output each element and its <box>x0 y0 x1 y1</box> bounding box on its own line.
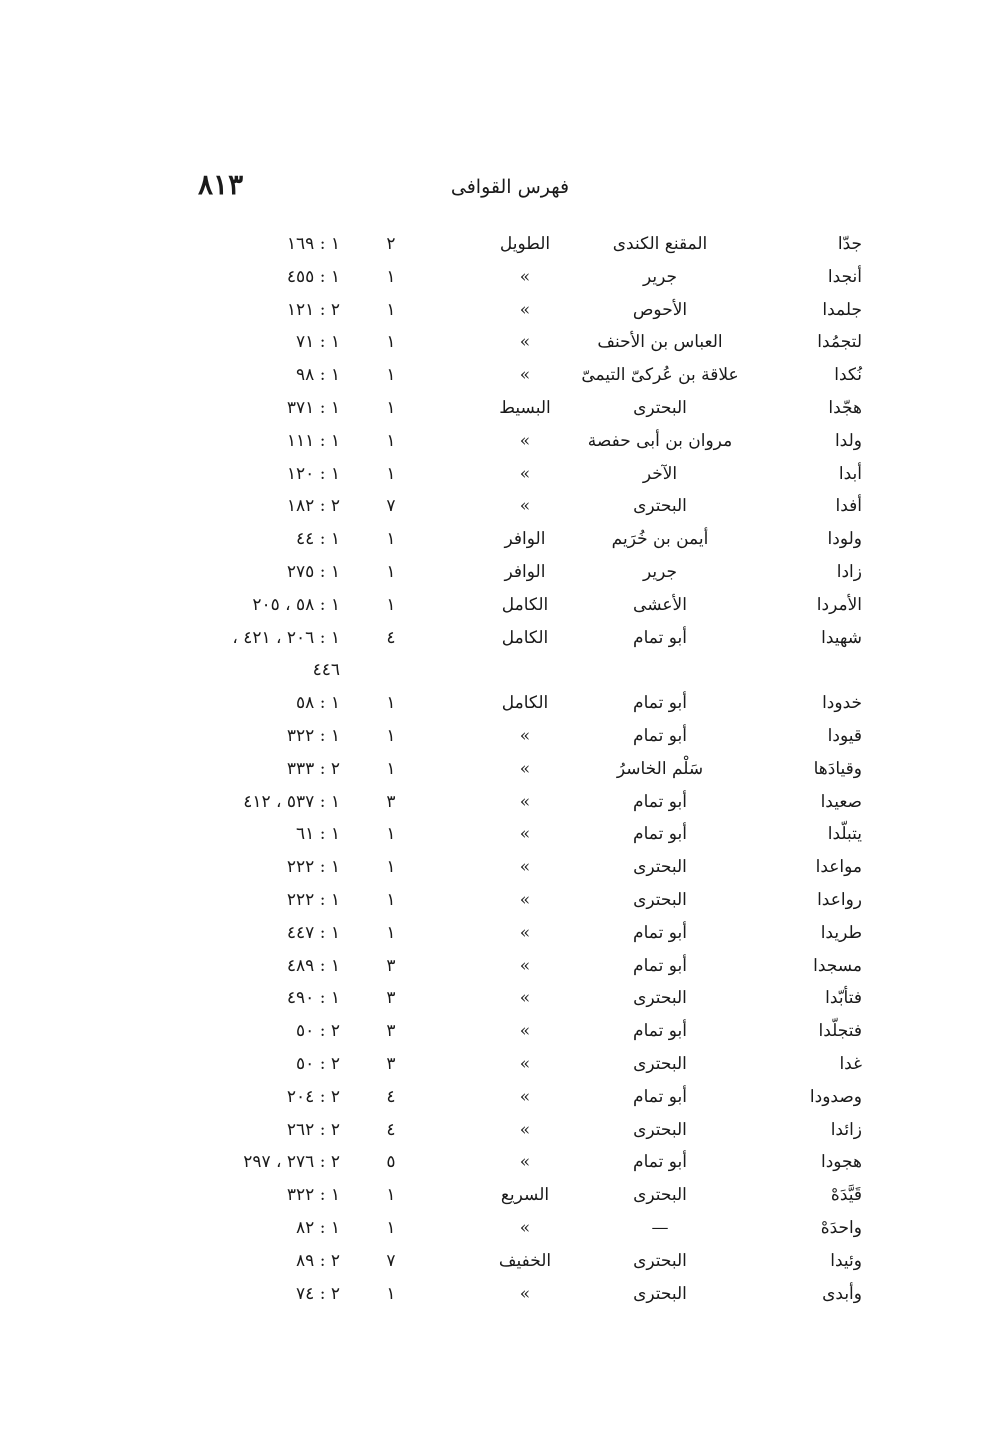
poet-cell: أبو تمام <box>633 1021 687 1042</box>
rhyme-cell: هجودا <box>820 1152 862 1173</box>
poet-cell: البحترى <box>633 1250 687 1271</box>
verse-count-cell: ١ <box>386 266 396 287</box>
verse-count-cell: ١ <box>386 397 396 418</box>
reference-cell: ٢ : ٢٧٦ ، ٢٩٧ <box>243 1152 340 1173</box>
rhyme-cell: جلمدا <box>822 299 862 320</box>
reference-cell: ١ : ٧١ <box>296 332 340 353</box>
poet-cell: — <box>651 1217 669 1238</box>
meter-cell: السريع <box>500 1185 550 1206</box>
table-row <box>150 689 870 722</box>
reference-cell: ٢ : ٧٤ <box>296 1283 340 1304</box>
meter-cell: » <box>519 824 531 845</box>
meter-cell: » <box>519 988 531 1009</box>
verse-count-cell: ٤ <box>386 1086 396 1107</box>
reference-cell: ١ : ٤٤ <box>296 529 340 550</box>
meter-cell: » <box>519 857 531 878</box>
page-title: فهرس القوافى <box>450 176 570 198</box>
meter-cell: » <box>519 430 531 451</box>
rhyme-cell: غدا <box>839 1053 862 1074</box>
meter-cell: » <box>519 1053 531 1074</box>
rhyme-cell: وقيادَها <box>813 758 862 779</box>
rhyme-cell: أبدا <box>838 463 862 484</box>
meter-cell: » <box>519 1217 531 1238</box>
meter-cell: » <box>519 1283 531 1304</box>
reference-cell: ٢ : ٨٩ <box>296 1250 340 1271</box>
verse-count-cell: ١ <box>386 463 396 484</box>
rhyme-cell: ولودا <box>827 529 862 550</box>
meter-cell: الوافر <box>504 529 546 550</box>
table-row <box>150 361 870 394</box>
rhyme-cell: يتبلّدا <box>827 824 862 845</box>
table-row <box>150 230 870 263</box>
reference-cell: ١ : ٤٥٥ <box>286 266 340 287</box>
rhyme-cell: وصدودا <box>809 1086 862 1107</box>
rhyme-cell: شهيدا <box>821 627 862 648</box>
poet-cell: الأعشى <box>633 594 687 615</box>
rhyme-cell: صعيدا <box>820 791 862 812</box>
table-row <box>150 1214 870 1247</box>
rhyme-cell: قيودا <box>827 725 862 746</box>
rhyme-cell: الأمردا <box>816 594 862 615</box>
poet-cell: أبو تمام <box>633 922 687 943</box>
poet-cell: مروان بن أبى حفصة <box>587 430 733 451</box>
verse-count-cell: ١ <box>386 725 396 746</box>
meter-cell: » <box>519 725 531 746</box>
table-row <box>150 558 870 591</box>
meter-cell: » <box>519 758 531 779</box>
verse-count-cell: ١ <box>386 824 396 845</box>
rhyme-cell: فتجلّدا <box>818 1021 862 1042</box>
poet-cell: أيمن بن خُرَيم <box>611 529 709 550</box>
rhyme-index-table <box>150 230 870 1312</box>
meter-cell: » <box>519 889 531 910</box>
reference-cell: ١ : ٢٢٢ <box>286 857 340 878</box>
rhyme-cell: فتأبّدا <box>825 988 862 1009</box>
poet-cell: أبو تمام <box>633 1152 687 1173</box>
meter-cell: » <box>519 299 531 320</box>
table-row <box>150 886 870 919</box>
meter-cell: الخفيف <box>498 1250 552 1271</box>
verse-count-cell: ١ <box>386 889 396 910</box>
table-row <box>150 427 870 460</box>
meter-cell: » <box>519 463 531 484</box>
poet-cell: سَلْم الخاسرُ <box>616 758 704 779</box>
reference-cell: ١ : ٥٣٧ ، ٤١٢ <box>243 791 340 812</box>
rhyme-cell: طريدا <box>820 922 862 943</box>
rhyme-cell: واحدَهْ <box>820 1217 862 1238</box>
reference-cell: ٤٤٦ <box>312 660 340 681</box>
meter-cell: » <box>519 365 531 386</box>
poet-cell: أبو تمام <box>633 725 687 746</box>
meter-cell: » <box>519 955 531 976</box>
verse-count-cell: ٣ <box>386 988 396 1009</box>
verse-count-cell: ١ <box>386 857 396 878</box>
rhyme-cell: رواعدا <box>817 889 862 910</box>
table-row <box>150 591 870 624</box>
reference-cell: ١ : ٣٢٢ <box>286 725 340 746</box>
reference-cell: ١ : ٩٨ <box>296 365 340 386</box>
rhyme-cell: مسجدا <box>813 955 862 976</box>
verse-count-cell: ١ <box>386 430 396 451</box>
verse-count-cell: ١ <box>386 561 396 582</box>
poet-cell: البحترى <box>633 496 687 517</box>
table-row <box>150 296 870 329</box>
reference-cell: ١ : ٨٢ <box>296 1217 340 1238</box>
table-row <box>150 984 870 1017</box>
poet-cell: البحترى <box>633 857 687 878</box>
poet-cell: البحترى <box>633 1185 687 1206</box>
table-row <box>150 1247 870 1280</box>
meter-cell: » <box>519 1021 531 1042</box>
poet-cell: البحترى <box>633 397 687 418</box>
verse-count-cell: ٤ <box>386 1119 396 1140</box>
meter-cell: البسيط <box>499 397 551 418</box>
meter-cell: الوافر <box>504 561 546 582</box>
rhyme-cell: جدّا <box>837 234 862 254</box>
rhyme-cell: زادا <box>836 561 862 582</box>
table-row <box>150 1181 870 1214</box>
table-row <box>150 656 870 689</box>
verse-count-cell: ١ <box>386 758 396 779</box>
verse-count-cell: ١ <box>386 332 396 353</box>
table-row <box>150 853 870 886</box>
reference-cell: ٢ : ٢٦٢ <box>286 1119 340 1140</box>
table-row <box>150 952 870 985</box>
meter-cell: الكامل <box>501 693 549 714</box>
rhyme-cell: أنجدا <box>827 266 862 287</box>
table-row <box>150 788 870 821</box>
reference-cell: ١ : ٥٨ <box>296 693 340 714</box>
table-row <box>150 1017 870 1050</box>
meter-cell: » <box>519 1152 531 1173</box>
reference-cell: ١ : ٣٧١ <box>286 397 340 418</box>
reference-cell: ١ : ١٦٩ <box>286 234 340 254</box>
poet-cell: جرير <box>643 561 677 582</box>
reference-cell: ٢ : ٣٣٣ <box>286 758 340 779</box>
rhyme-cell: مواعدا <box>815 857 862 878</box>
table-row <box>150 624 870 657</box>
verse-count-cell: ٣ <box>386 791 396 812</box>
poet-cell: أبو تمام <box>633 627 687 648</box>
poet-cell: أبو تمام <box>633 791 687 812</box>
verse-count-cell: ٥ <box>386 1152 396 1173</box>
reference-cell: ١ : ٣٢٢ <box>286 1185 340 1206</box>
table-row <box>150 722 870 755</box>
reference-cell: ٢ : ٢٠٤ <box>286 1086 340 1107</box>
poet-cell: البحترى <box>633 1053 687 1074</box>
poet-cell: البحترى <box>633 1119 687 1140</box>
poet-cell: البحترى <box>633 889 687 910</box>
table-row <box>150 492 870 525</box>
poet-cell: البحترى <box>633 988 687 1009</box>
meter-cell: » <box>519 266 531 287</box>
table-row <box>150 1083 870 1116</box>
table-row <box>150 919 870 952</box>
verse-count-cell: ١ <box>386 1217 396 1238</box>
meter-cell: » <box>519 496 531 517</box>
verse-count-cell: ٧ <box>386 1250 396 1271</box>
poet-cell: الأحوص <box>632 299 688 320</box>
rhyme-cell: وأبدى <box>822 1283 862 1304</box>
table-row <box>150 460 870 493</box>
verse-count-cell: ٣ <box>386 1053 396 1074</box>
verse-count-cell: ١ <box>386 1185 396 1206</box>
meter-cell: » <box>519 1086 531 1107</box>
poet-cell: علاقة بن عُركىّ التيمىّ <box>581 365 739 386</box>
rhyme-cell: لتجمُدا <box>817 332 862 353</box>
verse-count-cell: ٧ <box>386 496 396 517</box>
table-row <box>150 1116 870 1149</box>
table-row <box>150 1280 870 1313</box>
meter-cell: » <box>519 922 531 943</box>
rhyme-cell: نُكدا <box>834 365 862 386</box>
reference-cell: ١ : ٢٠٦ ، ٤٢١ ، <box>232 627 340 648</box>
rhyme-cell: زائدا <box>830 1119 862 1140</box>
verse-count-cell: ٣ <box>386 955 396 976</box>
meter-cell: » <box>519 1119 531 1140</box>
rhyme-cell: قَيَّدَهْ <box>830 1185 862 1206</box>
poet-cell: العباس بن الأحنف <box>597 332 723 353</box>
page-number: ٨١٣ <box>198 168 244 201</box>
reference-cell: ٢ : ١٢١ <box>286 299 340 320</box>
reference-cell: ١ : ٢٢٢ <box>286 889 340 910</box>
table-row <box>150 1050 870 1083</box>
reference-cell: ١ : ٤٨٩ <box>286 955 340 976</box>
table-row <box>150 820 870 853</box>
rhyme-cell: خدودا <box>822 693 862 714</box>
reference-cell: ١ : ٦١ <box>296 824 340 845</box>
verse-count-cell: ١ <box>386 594 396 615</box>
table-row <box>150 394 870 427</box>
reference-cell: ١ : ٥٨ ، ٢٠٥ <box>252 594 340 615</box>
rhyme-cell: ولدا <box>834 430 862 451</box>
reference-cell: ١ : ١٢٠ <box>286 463 340 484</box>
rhyme-cell: وئيدا <box>830 1250 862 1271</box>
table-row <box>150 328 870 361</box>
poet-cell: الآخر <box>642 463 678 484</box>
reference-cell: ١ : ١١١ <box>286 430 340 451</box>
table-row <box>150 755 870 788</box>
poet-cell: أبو تمام <box>633 824 687 845</box>
table-row <box>150 1148 870 1181</box>
poet-cell: البحترى <box>633 1283 687 1304</box>
poet-cell: المقنع الكندى <box>612 234 708 254</box>
verse-count-cell: ١ <box>386 529 396 550</box>
reference-cell: ٢ : ٥٠ <box>296 1053 340 1074</box>
meter-cell: الكامل <box>501 627 549 648</box>
reference-cell: ١ : ٤٩٠ <box>286 988 340 1009</box>
verse-count-cell: ٤ <box>386 627 396 648</box>
poet-cell: أبو تمام <box>633 955 687 976</box>
reference-cell: ١ : ٤٤٧ <box>286 922 340 943</box>
verse-count-cell: ١ <box>386 365 396 386</box>
meter-cell: الطويل <box>499 234 551 254</box>
reference-cell: ٢ : ٥٠ <box>296 1021 340 1042</box>
rhyme-cell: هجّدا <box>828 397 862 418</box>
verse-count-cell: ١ <box>386 922 396 943</box>
verse-count-cell: ٢ <box>386 234 396 254</box>
meter-cell: الكامل <box>501 594 549 615</box>
rhyme-cell: أفدا <box>835 496 862 517</box>
verse-count-cell: ١ <box>386 1283 396 1304</box>
meter-cell: » <box>519 791 531 812</box>
table-row <box>150 525 870 558</box>
poet-cell: جرير <box>643 266 677 287</box>
table-row <box>150 263 870 296</box>
reference-cell: ٢ : ١٨٢ <box>286 496 340 517</box>
verse-count-cell: ١ <box>386 299 396 320</box>
reference-cell: ١ : ٢٧٥ <box>286 561 340 582</box>
verse-count-cell: ١ <box>386 693 396 714</box>
verse-count-cell: ٣ <box>386 1021 396 1042</box>
poet-cell: أبو تمام <box>633 1086 687 1107</box>
poet-cell: أبو تمام <box>633 693 687 714</box>
meter-cell: » <box>519 332 531 353</box>
